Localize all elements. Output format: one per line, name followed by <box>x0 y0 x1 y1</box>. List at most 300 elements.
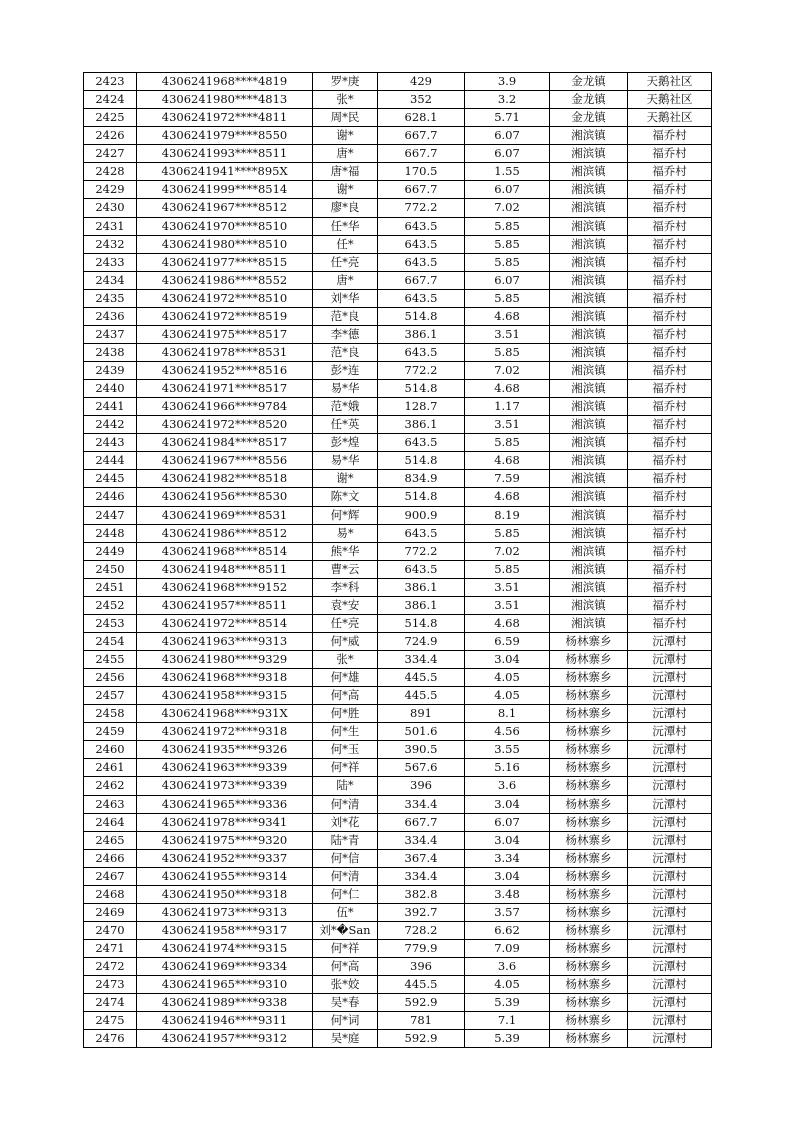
table-row <box>84 976 712 994</box>
cell-area: 4.68 <box>465 380 550 398</box>
cell-village: 福乔村 <box>628 416 712 434</box>
cell-name: 易* <box>313 524 378 542</box>
cell-village: 福乔村 <box>628 235 712 253</box>
cell-town: 湘滨镇 <box>550 199 628 217</box>
cell-id-number: 4306241965****9310 <box>137 976 313 994</box>
cell-village: 沅潭村 <box>628 759 712 777</box>
cell-row-number: 2430 <box>84 199 137 217</box>
cell-town: 金龙镇 <box>550 73 628 91</box>
cell-town: 杨林寨乡 <box>550 777 628 795</box>
cell-name: 彭*连 <box>313 362 378 380</box>
cell-town: 湘滨镇 <box>550 398 628 416</box>
cell-area: 5.85 <box>465 524 550 542</box>
cell-town: 湘滨镇 <box>550 560 628 578</box>
cell-area: 3.57 <box>465 903 550 921</box>
cell-village: 福乔村 <box>628 307 712 325</box>
cell-town: 杨林寨乡 <box>550 885 628 903</box>
cell-area: 3.48 <box>465 885 550 903</box>
cell-village: 福乔村 <box>628 127 712 145</box>
cell-name: 任*英 <box>313 416 378 434</box>
cell-town: 湘滨镇 <box>550 416 628 434</box>
cell-id-number: 4306241973****9313 <box>137 903 313 921</box>
cell-id-number: 4306241972****4811 <box>137 109 313 127</box>
cell-name: 何*祥 <box>313 759 378 777</box>
cell-area: 7.02 <box>465 199 550 217</box>
table-row <box>84 777 712 795</box>
cell-village: 沅潭村 <box>628 687 712 705</box>
cell-village: 福乔村 <box>628 614 712 632</box>
cell-row-number: 2444 <box>84 452 137 470</box>
cell-area: 7.02 <box>465 362 550 380</box>
cell-village: 沅潭村 <box>628 1030 712 1048</box>
cell-id-number: 4306241958****9317 <box>137 921 313 939</box>
cell-area: 8.1 <box>465 705 550 723</box>
cell-area: 4.68 <box>465 614 550 632</box>
table-row <box>84 235 712 253</box>
cell-town: 杨林寨乡 <box>550 849 628 867</box>
cell-amount: 772.2 <box>378 362 465 380</box>
cell-row-number: 2439 <box>84 362 137 380</box>
cell-area: 5.85 <box>465 235 550 253</box>
cell-name: 范*良 <box>313 343 378 361</box>
cell-area: 7.02 <box>465 542 550 560</box>
cell-row-number: 2423 <box>84 73 137 91</box>
cell-name: 何*玉 <box>313 741 378 759</box>
cell-id-number: 4306241935****9326 <box>137 741 313 759</box>
cell-row-number: 2442 <box>84 416 137 434</box>
cell-row-number: 2471 <box>84 940 137 958</box>
cell-name: 何*胜 <box>313 705 378 723</box>
cell-amount: 382.8 <box>378 885 465 903</box>
cell-area: 5.85 <box>465 289 550 307</box>
table-row <box>84 632 712 650</box>
cell-row-number: 2446 <box>84 488 137 506</box>
cell-name: 范*娥 <box>313 398 378 416</box>
cell-id-number: 4306241993****8511 <box>137 145 313 163</box>
cell-id-number: 4306241966****9784 <box>137 398 313 416</box>
cell-row-number: 2433 <box>84 253 137 271</box>
cell-name: 何*词 <box>313 1012 378 1030</box>
cell-id-number: 4306241978****8531 <box>137 343 313 361</box>
table-row <box>84 669 712 687</box>
cell-village: 福乔村 <box>628 452 712 470</box>
cell-amount: 643.5 <box>378 217 465 235</box>
cell-amount: 514.8 <box>378 614 465 632</box>
cell-village: 福乔村 <box>628 199 712 217</box>
table-row <box>84 145 712 163</box>
cell-town: 湘滨镇 <box>550 127 628 145</box>
cell-id-number: 4306241965****9336 <box>137 795 313 813</box>
cell-id-number: 4306241982****8518 <box>137 470 313 488</box>
cell-row-number: 2449 <box>84 542 137 560</box>
cell-amount: 567.6 <box>378 759 465 777</box>
cell-town: 杨林寨乡 <box>550 741 628 759</box>
cell-name: 刘*华 <box>313 289 378 307</box>
table-row <box>84 994 712 1012</box>
cell-village: 福乔村 <box>628 470 712 488</box>
cell-amount: 592.9 <box>378 1030 465 1048</box>
cell-id-number: 4306241975****8517 <box>137 325 313 343</box>
cell-village: 福乔村 <box>628 325 712 343</box>
cell-row-number: 2461 <box>84 759 137 777</box>
cell-row-number: 2454 <box>84 632 137 650</box>
cell-amount: 386.1 <box>378 416 465 434</box>
cell-village: 沅潭村 <box>628 831 712 849</box>
cell-row-number: 2424 <box>84 91 137 109</box>
cell-village: 沅潭村 <box>628 777 712 795</box>
cell-amount: 386.1 <box>378 325 465 343</box>
cell-area: 3.51 <box>465 416 550 434</box>
cell-amount: 781 <box>378 1012 465 1030</box>
cell-village: 沅潭村 <box>628 958 712 976</box>
cell-village: 沅潭村 <box>628 976 712 994</box>
cell-town: 杨林寨乡 <box>550 831 628 849</box>
cell-name: 吴*春 <box>313 994 378 1012</box>
cell-amount: 396 <box>378 958 465 976</box>
table-row <box>84 253 712 271</box>
cell-id-number: 4306241980****8510 <box>137 235 313 253</box>
cell-row-number: 2441 <box>84 398 137 416</box>
cell-town: 湘滨镇 <box>550 524 628 542</box>
cell-id-number: 4306241968****9152 <box>137 578 313 596</box>
cell-name: 李*科 <box>313 578 378 596</box>
cell-row-number: 2440 <box>84 380 137 398</box>
cell-name: 谢* <box>313 181 378 199</box>
cell-village: 沅潭村 <box>628 885 712 903</box>
cell-town: 湘滨镇 <box>550 614 628 632</box>
cell-town: 杨林寨乡 <box>550 687 628 705</box>
cell-name: 唐* <box>313 145 378 163</box>
table-row <box>84 217 712 235</box>
cell-area: 8.19 <box>465 506 550 524</box>
cell-area: 3.51 <box>465 325 550 343</box>
cell-town: 湘滨镇 <box>550 307 628 325</box>
cell-amount: 643.5 <box>378 235 465 253</box>
cell-name: 张* <box>313 91 378 109</box>
table-row <box>84 687 712 705</box>
cell-id-number: 4306241971****8517 <box>137 380 313 398</box>
cell-amount: 643.5 <box>378 253 465 271</box>
cell-row-number: 2474 <box>84 994 137 1012</box>
cell-village: 福乔村 <box>628 506 712 524</box>
cell-amount: 643.5 <box>378 560 465 578</box>
cell-id-number: 4306241972****8519 <box>137 307 313 325</box>
cell-amount: 386.1 <box>378 578 465 596</box>
cell-id-number: 4306241967****8512 <box>137 199 313 217</box>
cell-village: 沅潭村 <box>628 795 712 813</box>
table-row <box>84 560 712 578</box>
cell-village: 福乔村 <box>628 488 712 506</box>
cell-village: 沅潭村 <box>628 849 712 867</box>
cell-area: 3.2 <box>465 91 550 109</box>
table-row <box>84 506 712 524</box>
cell-village: 福乔村 <box>628 145 712 163</box>
cell-village: 福乔村 <box>628 289 712 307</box>
cell-area: 3.9 <box>465 73 550 91</box>
cell-row-number: 2452 <box>84 596 137 614</box>
cell-name: 易*华 <box>313 452 378 470</box>
table-row <box>84 488 712 506</box>
cell-row-number: 2467 <box>84 867 137 885</box>
cell-area: 3.51 <box>465 596 550 614</box>
cell-village: 沅潭村 <box>628 940 712 958</box>
cell-village: 福乔村 <box>628 271 712 289</box>
cell-name: 任*亮 <box>313 253 378 271</box>
cell-area: 5.16 <box>465 759 550 777</box>
cell-town: 湘滨镇 <box>550 452 628 470</box>
cell-area: 6.07 <box>465 145 550 163</box>
cell-amount: 891 <box>378 705 465 723</box>
table-row <box>84 289 712 307</box>
cell-row-number: 2427 <box>84 145 137 163</box>
cell-amount: 643.5 <box>378 343 465 361</box>
cell-area: 5.39 <box>465 1030 550 1048</box>
cell-village: 福乔村 <box>628 380 712 398</box>
cell-name: 何*辉 <box>313 506 378 524</box>
cell-area: 5.85 <box>465 434 550 452</box>
cell-id-number: 4306241999****8514 <box>137 181 313 199</box>
cell-row-number: 2462 <box>84 777 137 795</box>
cell-town: 湘滨镇 <box>550 163 628 181</box>
cell-name: 陆*青 <box>313 831 378 849</box>
cell-id-number: 4306241969****8531 <box>137 506 313 524</box>
cell-town: 杨林寨乡 <box>550 1012 628 1030</box>
table-row <box>84 795 712 813</box>
table-row <box>84 398 712 416</box>
table-row <box>84 109 712 127</box>
cell-amount: 779.9 <box>378 940 465 958</box>
cell-id-number: 4306241980****9329 <box>137 651 313 669</box>
cell-row-number: 2455 <box>84 651 137 669</box>
cell-area: 7.59 <box>465 470 550 488</box>
cell-row-number: 2425 <box>84 109 137 127</box>
cell-town: 湘滨镇 <box>550 578 628 596</box>
cell-amount: 772.2 <box>378 199 465 217</box>
cell-town: 湘滨镇 <box>550 488 628 506</box>
cell-name: 伍* <box>313 903 378 921</box>
cell-town: 杨林寨乡 <box>550 705 628 723</box>
cell-name: 何*高 <box>313 687 378 705</box>
cell-amount: 170.5 <box>378 163 465 181</box>
cell-village: 福乔村 <box>628 596 712 614</box>
cell-amount: 592.9 <box>378 994 465 1012</box>
cell-amount: 667.7 <box>378 271 465 289</box>
cell-village: 沅潭村 <box>628 669 712 687</box>
cell-name: 何*威 <box>313 632 378 650</box>
cell-id-number: 4306241946****9311 <box>137 1012 313 1030</box>
table-row <box>84 452 712 470</box>
cell-row-number: 2447 <box>84 506 137 524</box>
cell-row-number: 2472 <box>84 958 137 976</box>
cell-id-number: 4306241972****9318 <box>137 723 313 741</box>
cell-name: 周*民 <box>313 109 378 127</box>
cell-id-number: 4306241984****8517 <box>137 434 313 452</box>
cell-row-number: 2437 <box>84 325 137 343</box>
cell-village: 沅潭村 <box>628 813 712 831</box>
cell-name: 唐* <box>313 271 378 289</box>
cell-town: 杨林寨乡 <box>550 795 628 813</box>
cell-amount: 834.9 <box>378 470 465 488</box>
cell-town: 湘滨镇 <box>550 506 628 524</box>
cell-id-number: 4306241967****8556 <box>137 452 313 470</box>
cell-town: 杨林寨乡 <box>550 958 628 976</box>
cell-village: 福乔村 <box>628 542 712 560</box>
cell-id-number: 4306241978****9341 <box>137 813 313 831</box>
cell-row-number: 2459 <box>84 723 137 741</box>
cell-village: 沅潭村 <box>628 1012 712 1030</box>
cell-id-number: 4306241986****8512 <box>137 524 313 542</box>
data-table <box>83 72 712 1048</box>
cell-area: 6.59 <box>465 632 550 650</box>
cell-name: 何*生 <box>313 723 378 741</box>
cell-town: 湘滨镇 <box>550 253 628 271</box>
cell-village: 福乔村 <box>628 578 712 596</box>
cell-town: 杨林寨乡 <box>550 940 628 958</box>
cell-town: 湘滨镇 <box>550 542 628 560</box>
cell-id-number: 4306241941****895X <box>137 163 313 181</box>
cell-id-number: 4306241977****8515 <box>137 253 313 271</box>
table-row <box>84 705 712 723</box>
cell-village: 福乔村 <box>628 181 712 199</box>
table-row <box>84 434 712 452</box>
table-row <box>84 885 712 903</box>
cell-name: 何*雄 <box>313 669 378 687</box>
cell-amount: 514.8 <box>378 380 465 398</box>
cell-village: 天鹅社区 <box>628 91 712 109</box>
table-row <box>84 1012 712 1030</box>
table-row <box>84 163 712 181</box>
cell-amount: 667.7 <box>378 127 465 145</box>
cell-id-number: 4306241972****8520 <box>137 416 313 434</box>
table-row <box>84 958 712 976</box>
cell-amount: 501.6 <box>378 723 465 741</box>
cell-amount: 724.9 <box>378 632 465 650</box>
cell-area: 3.34 <box>465 849 550 867</box>
cell-row-number: 2448 <box>84 524 137 542</box>
cell-id-number: 4306241989****9338 <box>137 994 313 1012</box>
cell-village: 沅潭村 <box>628 994 712 1012</box>
cell-area: 3.6 <box>465 958 550 976</box>
cell-name: 范*良 <box>313 307 378 325</box>
cell-area: 3.04 <box>465 831 550 849</box>
cell-amount: 445.5 <box>378 976 465 994</box>
cell-id-number: 4306241957****9312 <box>137 1030 313 1048</box>
cell-area: 7.1 <box>465 1012 550 1030</box>
cell-name: 廖*良 <box>313 199 378 217</box>
table-row <box>84 127 712 145</box>
cell-amount: 352 <box>378 91 465 109</box>
cell-village: 福乔村 <box>628 217 712 235</box>
cell-amount: 334.4 <box>378 831 465 849</box>
cell-amount: 900.9 <box>378 506 465 524</box>
cell-area: 3.6 <box>465 777 550 795</box>
cell-id-number: 4306241969****9334 <box>137 958 313 976</box>
cell-village: 福乔村 <box>628 434 712 452</box>
cell-name: 谢* <box>313 470 378 488</box>
cell-id-number: 4306241972****8510 <box>137 289 313 307</box>
cell-town: 湘滨镇 <box>550 217 628 235</box>
table-row <box>84 380 712 398</box>
cell-id-number: 4306241968****9318 <box>137 669 313 687</box>
cell-village: 沅潭村 <box>628 632 712 650</box>
cell-name: 易*华 <box>313 380 378 398</box>
cell-id-number: 4306241973****9339 <box>137 777 313 795</box>
cell-amount: 367.4 <box>378 849 465 867</box>
cell-id-number: 4306241980****4813 <box>137 91 313 109</box>
cell-area: 4.68 <box>465 488 550 506</box>
table-row <box>84 199 712 217</box>
cell-village: 沅潭村 <box>628 705 712 723</box>
cell-row-number: 2456 <box>84 669 137 687</box>
cell-town: 湘滨镇 <box>550 434 628 452</box>
cell-name: 张* <box>313 651 378 669</box>
cell-row-number: 2457 <box>84 687 137 705</box>
table-row <box>84 362 712 380</box>
cell-row-number: 2469 <box>84 903 137 921</box>
cell-name: 陆* <box>313 777 378 795</box>
cell-town: 杨林寨乡 <box>550 867 628 885</box>
cell-row-number: 2435 <box>84 289 137 307</box>
cell-amount: 667.7 <box>378 813 465 831</box>
cell-area: 6.07 <box>465 271 550 289</box>
cell-village: 福乔村 <box>628 560 712 578</box>
cell-name: 何*清 <box>313 867 378 885</box>
cell-town: 湘滨镇 <box>550 343 628 361</box>
cell-name: 罗*庚 <box>313 73 378 91</box>
cell-area: 4.68 <box>465 452 550 470</box>
cell-amount: 396 <box>378 777 465 795</box>
cell-area: 5.39 <box>465 994 550 1012</box>
cell-area: 4.56 <box>465 723 550 741</box>
cell-row-number: 2466 <box>84 849 137 867</box>
table-row <box>84 542 712 560</box>
table-row <box>84 343 712 361</box>
cell-area: 3.55 <box>465 741 550 759</box>
cell-row-number: 2468 <box>84 885 137 903</box>
cell-id-number: 4306241948****8511 <box>137 560 313 578</box>
cell-village: 沅潭村 <box>628 921 712 939</box>
cell-row-number: 2470 <box>84 921 137 939</box>
cell-area: 3.04 <box>465 651 550 669</box>
cell-town: 杨林寨乡 <box>550 813 628 831</box>
cell-area: 5.85 <box>465 253 550 271</box>
cell-id-number: 4306241968****8514 <box>137 542 313 560</box>
cell-name: 吴*庭 <box>313 1030 378 1048</box>
table-row <box>84 759 712 777</box>
cell-area: 7.09 <box>465 940 550 958</box>
cell-row-number: 2453 <box>84 614 137 632</box>
cell-id-number: 4306241955****9314 <box>137 867 313 885</box>
cell-amount: 390.5 <box>378 741 465 759</box>
table-row <box>84 524 712 542</box>
cell-amount: 643.5 <box>378 289 465 307</box>
table-row <box>84 325 712 343</box>
cell-row-number: 2428 <box>84 163 137 181</box>
cell-amount: 429 <box>378 73 465 91</box>
cell-id-number: 4306241958****9315 <box>137 687 313 705</box>
cell-area: 5.71 <box>465 109 550 127</box>
cell-name: 李*德 <box>313 325 378 343</box>
table-row <box>84 91 712 109</box>
cell-row-number: 2434 <box>84 271 137 289</box>
cell-village: 福乔村 <box>628 163 712 181</box>
cell-row-number: 2450 <box>84 560 137 578</box>
table-row <box>84 307 712 325</box>
table-row <box>84 596 712 614</box>
cell-name: 唐*福 <box>313 163 378 181</box>
cell-name: 彭*煌 <box>313 434 378 452</box>
cell-town: 杨林寨乡 <box>550 994 628 1012</box>
